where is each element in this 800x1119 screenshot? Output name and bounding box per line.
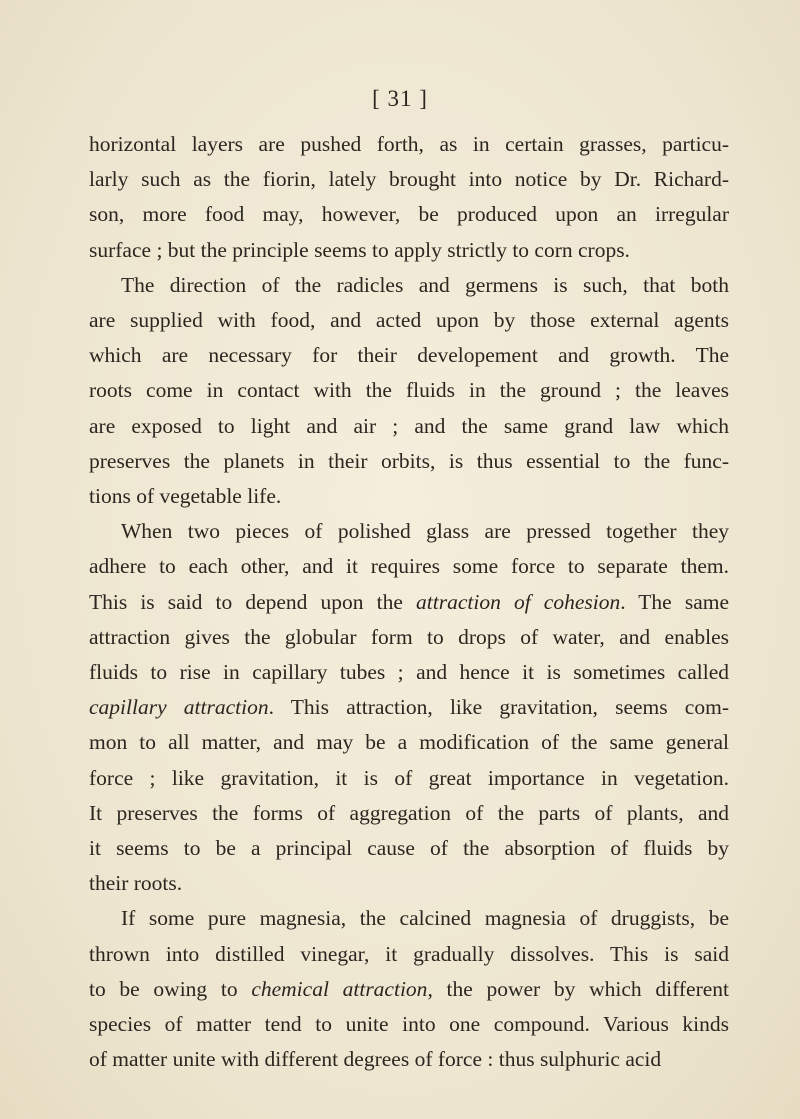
text-segment: . This attraction, like gravitation, seems com-	[268, 695, 729, 720]
text-line	[89, 972, 729, 1007]
text-line	[89, 866, 729, 901]
text-segment: of matter unite with different degrees of force : thus sulphuric acid	[89, 1047, 662, 1072]
text-segment: mon to all matter, and may be a modification of the same general	[89, 730, 729, 755]
text-line	[89, 585, 729, 620]
text-segment: When two pieces of polished glass are pressed together they	[121, 519, 729, 544]
text-line	[89, 1007, 729, 1042]
text-segment: adhere to each other, and it requires some force to separate them.	[89, 554, 729, 579]
text-line	[89, 796, 729, 831]
text-line	[89, 655, 729, 690]
text-segment: If some pure magnesia, the calcined magnesia of druggists, be	[121, 906, 729, 931]
text-segment: This is said to depend upon the	[89, 589, 417, 614]
text-line	[89, 937, 729, 972]
text-line	[89, 479, 729, 514]
italic-term: attraction of cohesion	[416, 589, 621, 614]
text-line	[89, 761, 729, 796]
text-line	[89, 409, 729, 444]
text-line	[89, 373, 729, 408]
text-line	[89, 549, 729, 584]
text-segment: which are necessary for their developement and growth. The	[89, 343, 729, 368]
text-line	[89, 127, 729, 162]
text-segment: surface ; but the principle seems to apply strictly to corn crops.	[89, 237, 630, 262]
text-line	[89, 1042, 729, 1077]
text-line	[89, 197, 729, 232]
text-segment: to be owing to	[89, 976, 252, 1001]
text-line	[89, 268, 729, 303]
text-segment: attraction gives the globular form to drops of water, and enables	[89, 624, 729, 649]
text-segment: , the power by which different	[427, 976, 729, 1001]
text-segment: son, more food may, however, be produced upon an irregular	[89, 202, 729, 227]
text-segment: It preserves the forms of aggregation of the parts of plants, and	[89, 800, 729, 825]
text-segment: are supplied with food, and acted upon by those external agents	[89, 308, 729, 333]
text-line	[89, 725, 729, 760]
text-line	[89, 303, 729, 338]
text-segment: horizontal layers are pushed forth, as in certain grasses, particu-	[89, 132, 729, 156]
text-segment: force ; like gravitation, it is of great importance in vegetation.	[89, 765, 729, 790]
text-line	[89, 620, 729, 655]
text-segment: are exposed to light and air ; and the same grand law which	[89, 413, 729, 438]
text-segment: thrown into distilled vinegar, it gradually dissolves. This is said	[89, 941, 729, 966]
italic-term: chemical attraction	[251, 976, 428, 1001]
text-segment: preserves the planets in their orbits, is thus essential to the func-	[89, 448, 729, 473]
text-segment: roots come in contact with the fluids in the ground ; the leaves	[89, 378, 729, 403]
text-segment: larly such as the fiorin, lately brought into notice by Dr. Richard-	[89, 167, 729, 192]
text-line	[89, 690, 729, 725]
text-segment: . The same	[620, 589, 730, 614]
text-segment: it seems to be a principal cause of the absorption of fluids by	[89, 836, 729, 861]
text-segment: species of matter tend to unite into one compound. Various kinds	[89, 1012, 729, 1037]
text-line	[89, 444, 729, 479]
text-segment: The direction of the radicles and germens is such, that both	[121, 272, 729, 297]
page-number-header: [ 31 ]	[372, 86, 428, 111]
text-segment: their roots.	[89, 871, 183, 896]
text-line	[89, 901, 729, 936]
text-line	[89, 162, 729, 197]
text-line	[89, 338, 729, 373]
text-line	[89, 514, 729, 549]
text-line	[89, 831, 729, 866]
text-segment: tions of vegetable life.	[89, 484, 282, 509]
text-segment: fluids to rise in capillary tubes ; and hence it is sometimes called	[89, 660, 729, 685]
italic-term: capillary attraction	[89, 695, 269, 720]
body-text	[89, 127, 729, 1077]
text-line	[89, 233, 729, 268]
